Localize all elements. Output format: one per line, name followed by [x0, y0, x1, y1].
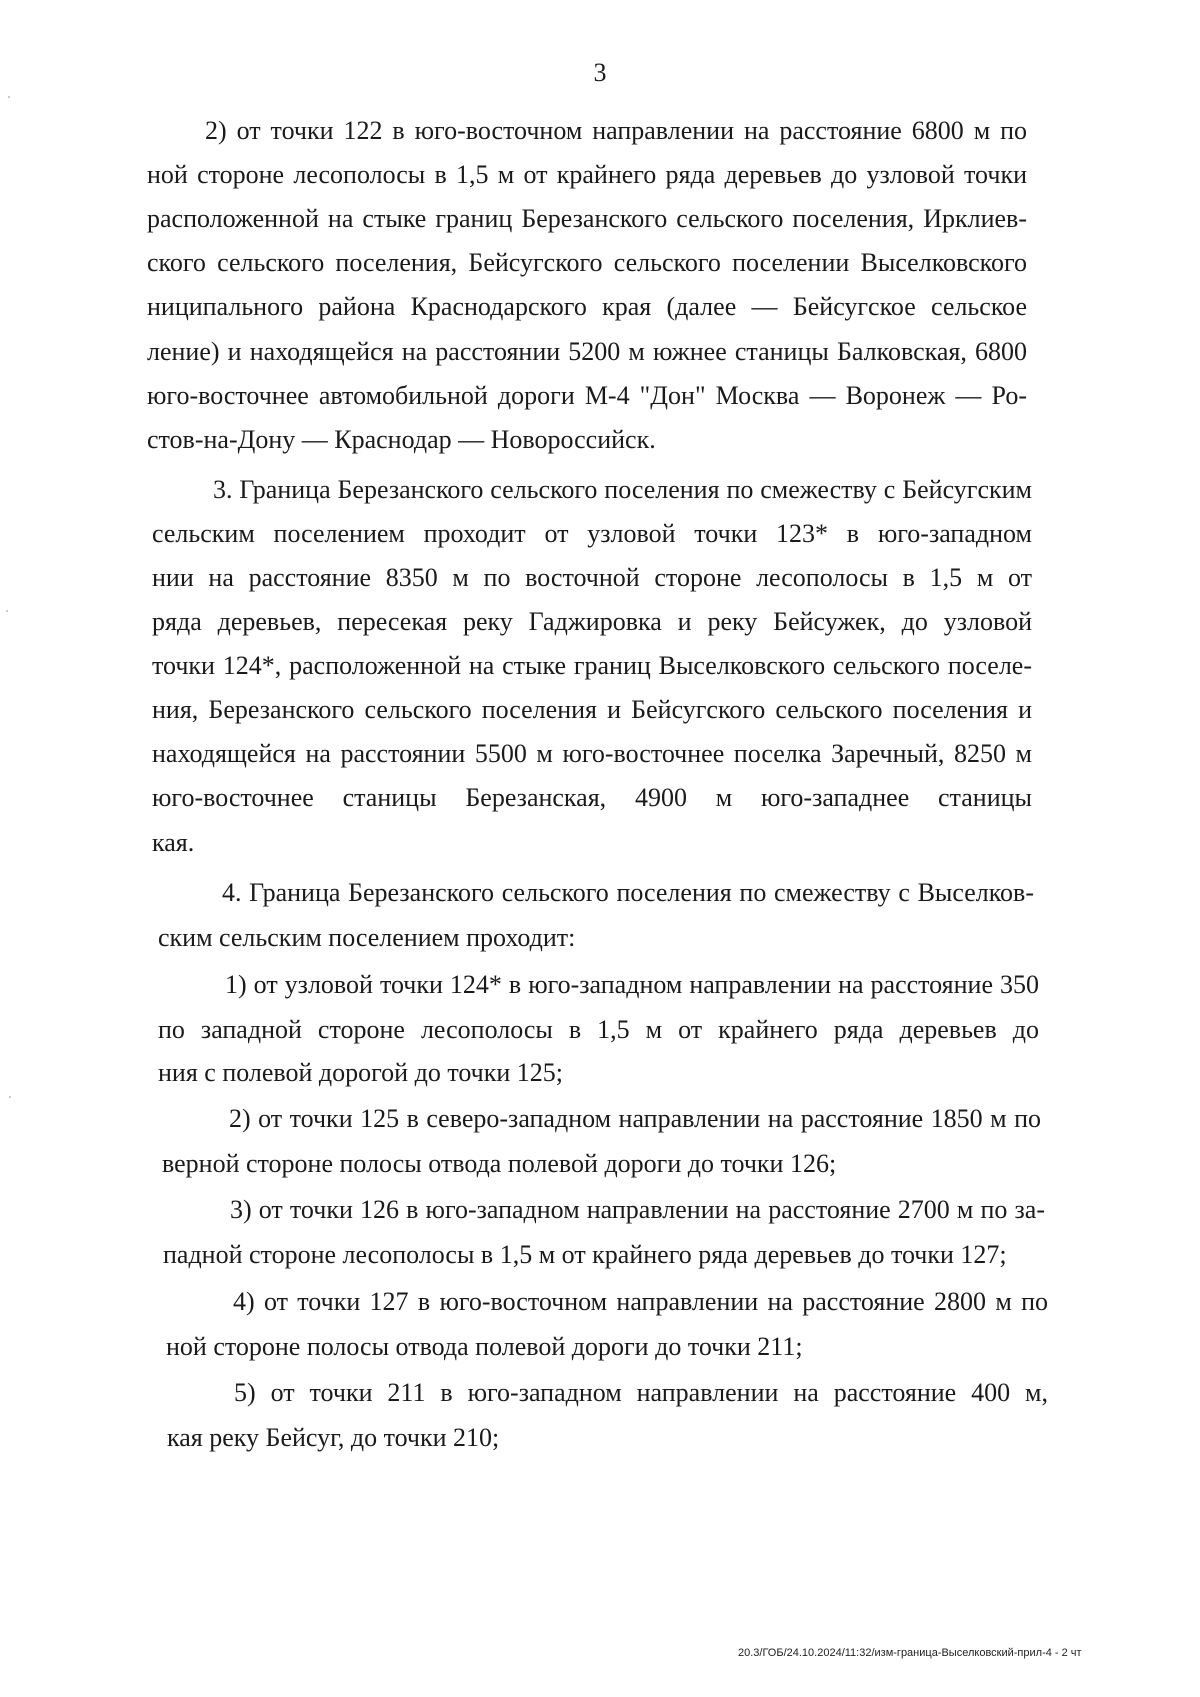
document-footer: 20.3/ГОБ/24.10.2024/11:32/изм-граница-Выселковский-прил-4 - 2 чт — [738, 1647, 1082, 1659]
text-line: ной стороне полосы отвода полевой дороги до точки 211; — [166, 1332, 803, 1361]
text-line: ского сельского поселения, Бейсугского сельского поселении Выселковского — [147, 248, 1027, 277]
text-line: 2) от точки 122 в юго-восточном направлении на расстояние 6800 м по — [205, 116, 1027, 145]
text-line: верной стороне полосы отвода полевой дороги до точки 126; — [162, 1149, 837, 1178]
text-line: стов-на-Дону — Краснодар — Новороссийск. — [147, 425, 656, 454]
text-line: 3) от точки 126 в юго-западном направлении на расстояние 2700 м по за- — [230, 1195, 1045, 1224]
text-line: ния с полевой дорогой до точки 125; — [158, 1058, 564, 1087]
text-line: точки 124*, расположенной на стыке границ Выселковского сельского поселе- — [152, 651, 1032, 680]
text-line: ряда деревьев, пересекая реку Гаджировка и реку Бейсужек, до узловой — [152, 607, 1032, 636]
text-line: 3. Граница Березанского сельского поселения по смежеству с Бейсугским — [213, 475, 1032, 504]
text-line: ниципального района Краснодарского края (далее — Бейсугское сельское — [147, 292, 1027, 321]
text-line: юго-восточнее станицы Березанская, 4900 м юго-западнее станицы — [152, 783, 1032, 812]
text-line: 5) от точки 211 в юго-западном направлении на расстояние 400 м, — [234, 1378, 1048, 1407]
text-line: нии на расстояние 8350 м по восточной стороне лесополосы в 1,5 м от — [152, 563, 1032, 592]
text-line: падной стороне лесополосы в 1,5 м от крайнего ряда деревьев до точки 127; — [163, 1240, 1007, 1269]
scan-speck — [8, 96, 10, 98]
text-line: по западной стороне лесополосы в 1,5 м от крайнего ряда деревьев до — [158, 1015, 1039, 1044]
page-number: 3 — [593, 58, 607, 87]
text-line: 1) от узловой точки 124* в юго-западном направлении на расстояние 350 — [225, 970, 1039, 999]
text-line: находящейся на расстоянии 5500 м юго-восточнее поселка Заречный, 8250 м — [152, 739, 1032, 768]
text-line: ским сельским поселением проходит: — [158, 923, 576, 952]
text-line: ление) и находящейся на расстоянии 5200 м южнее станицы Балковская, 6800 — [147, 337, 1027, 366]
text-line: кая реку Бейсуг, до точки 210; — [167, 1423, 500, 1452]
text-line: ния, Березанского сельского поселения и Бейсугского сельского поселения и — [152, 695, 1032, 724]
text-line: 4) от точки 127 в юго-восточном направлении на расстояние 2800 м по — [233, 1287, 1048, 1316]
scan-speck — [9, 1096, 11, 1098]
text-line: ной стороне лесополосы в 1,5 м от крайнего ряда деревьев до узловой точки — [147, 160, 1027, 189]
text-line: 2) от точки 125 в северо-западном направлении на расстояние 1850 м по — [229, 1104, 1041, 1133]
text-line: расположенной на стыке границ Березанского сельского поселения, Ирклиев- — [147, 204, 1027, 233]
scan-speck — [6, 610, 8, 612]
text-line: юго-восточнее автомобильной дороги М-4 "Дон" Москва — Воронеж — Ро- — [147, 381, 1027, 410]
text-line: кая. — [152, 828, 195, 857]
text-line: 4. Граница Березанского сельского поселения по смежеству с Выселков- — [222, 878, 1034, 907]
text-line: сельским поселением проходит от узловой точки 123* в юго-западном — [152, 519, 1032, 548]
